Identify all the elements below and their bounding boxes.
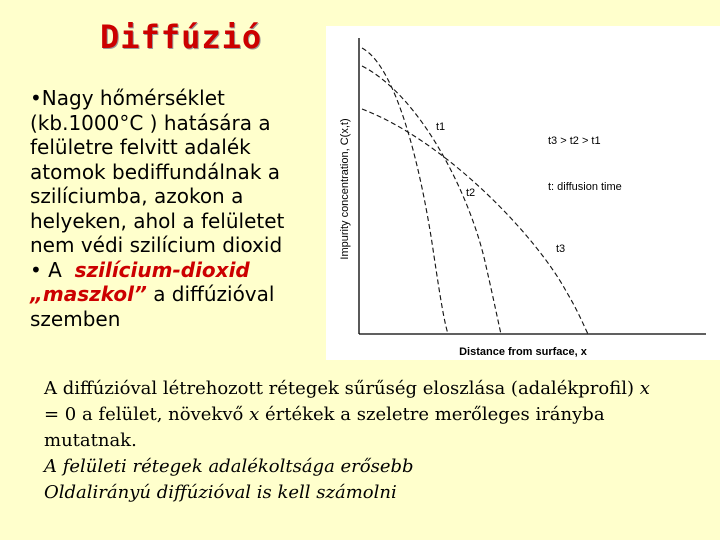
bullet-1-line: felületre felvitt adalék [30,135,251,159]
bullet-2-line: szemben [30,306,121,331]
bullet-2-line [30,258,330,283]
curve-t2 [362,66,501,334]
x-axis-label: Distance from surface, x [459,346,587,358]
diffusion-profile-plot [326,26,720,360]
bullet-2-highlight: szilícium-dioxid [74,257,250,282]
caption-line [44,376,704,402]
caption-italic: Oldalirányú diffúzióval is kell számolni [44,482,397,503]
caption-text-part: = 0 a felület, növekvő [44,404,250,425]
bullet-2-suffix: a diffúzióval [153,282,275,306]
caption-variable: x [639,378,650,399]
annotation-order: t3 > t2 > t1 [548,135,601,147]
bullet-1-line: helyeken, ahol a felületet [30,208,285,233]
caption-line [44,402,704,428]
bullet-1-line [30,86,330,111]
bullet-text [30,86,330,331]
bullet-2-highlight: „maszkol” [30,282,147,306]
caption-variable: x [249,404,260,425]
bullet-marker: • [30,257,42,282]
y-axis-label: Impurity concentration, C(x,t) [339,118,351,260]
bullet-2-prefix: A [48,257,62,282]
bullet-1-line: szilíciumba, azokon a [30,184,244,208]
bullet-1-line: nem védi szilícium dioxid [30,233,283,257]
caption-line [44,480,704,506]
curve-label-t1: t1 [436,121,446,133]
curve-label-t3: t3 [556,243,566,255]
bullet-1-text: Nagy hőmérséklet [41,86,225,110]
caption-line: mutatnak. [44,430,137,451]
caption-line [44,454,704,480]
diffusion-profile-figure [326,26,720,360]
bullet-1-line: atomok bediffundálnak a [30,159,281,184]
curve-label-t2: t2 [466,187,476,199]
caption-text [44,376,704,506]
bullet-marker: • [30,86,42,110]
annotation-time: t: diffusion time [548,181,622,193]
slide-title: Diffúzió [100,18,263,56]
curve-t1 [362,48,448,334]
caption-text-part: A diffúzióval létrehozott rétegek sűrűség eloszlása (adalékprofil) [44,378,640,399]
caption-text-part: értékek a szeletre merőleges irányba [259,404,605,425]
bullet-2-line [30,282,330,307]
caption-italic: A felületi rétegek adalékoltsága erősebb [44,456,414,477]
bullet-1-line: (kb.1000°C ) hatására a [30,110,271,135]
